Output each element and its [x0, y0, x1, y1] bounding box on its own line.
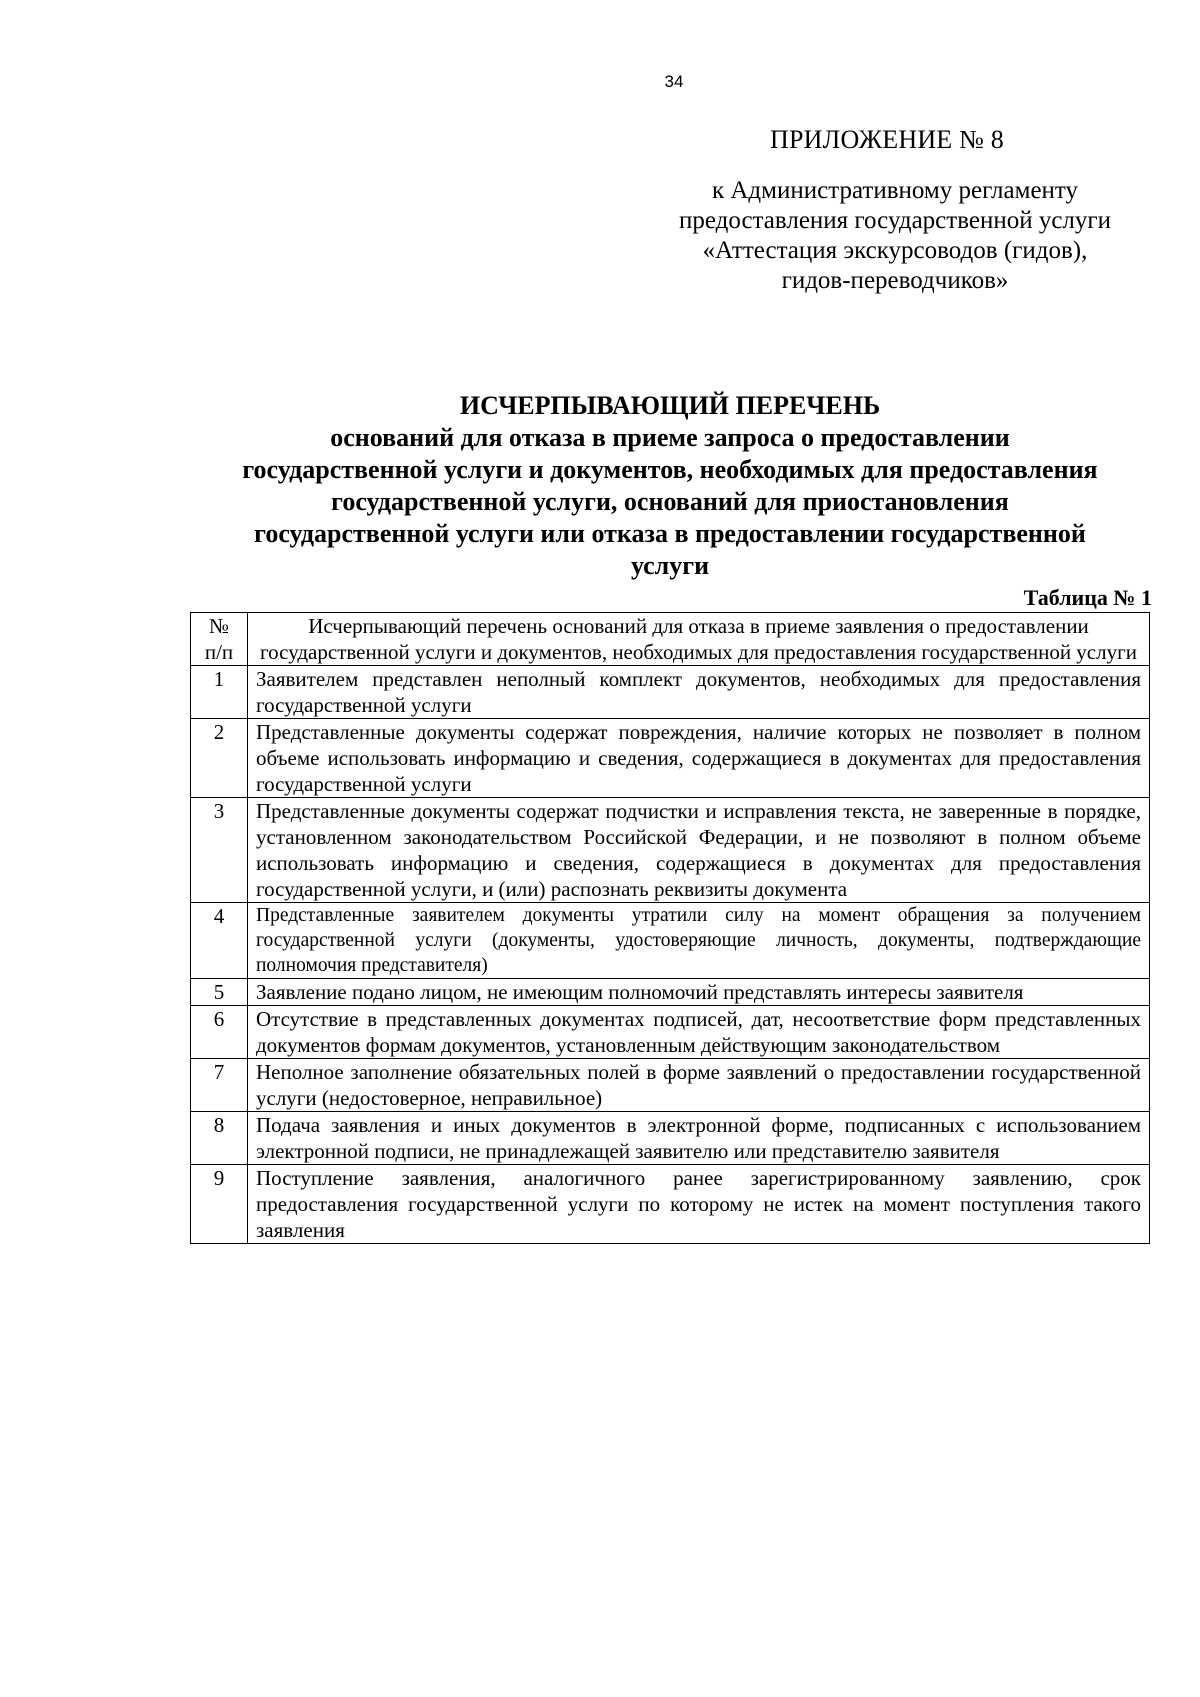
table-header-row [191, 613, 1150, 666]
heading-line: государственной услуги, оснований для приостановления [331, 487, 1009, 516]
header-text-cell: Исчерпывающий перечень оснований для отказа в приеме заявления о предоставлении государственной услуги и документов, необходимых для предоставления государственной услуги [248, 613, 1150, 666]
appendix-subtitle-line: «Аттестация экскурсоводов (гидов), [702, 237, 1088, 264]
row-number: 8 [191, 1112, 248, 1165]
appendix-subtitle [645, 176, 1145, 296]
refusal-grounds-table [190, 612, 1150, 1244]
table-row [191, 798, 1150, 903]
row-number: 1 [191, 666, 248, 719]
table-row [191, 1006, 1150, 1059]
heading-line: оснований для отказа в приеме запроса о предоставлении [330, 423, 1010, 452]
table-row [191, 979, 1150, 1006]
row-number: 2 [191, 719, 248, 798]
row-text: Представленные документы содержат повреждения, наличие которых не позволяет в полном объеме использовать информацию и сведения, содержащиеся в документах для предоставления государственной услуги [248, 719, 1150, 798]
page-number: 34 [664, 72, 684, 91]
appendix-title: ПРИЛОЖЕНИЕ № 8 [770, 125, 1004, 154]
appendix-subtitle-line: гидов-переводчиков» [781, 267, 1009, 294]
row-number: 6 [191, 1006, 248, 1059]
table-row [191, 719, 1150, 798]
row-text: Неполное заполнение обязательных полей в форме заявлений о предоставлении государственной услуги (недостоверное, неправильное) [248, 1059, 1150, 1112]
header-number-cell [191, 613, 248, 666]
heading-line: государственной услуги или отказа в предоставлении государственной [254, 519, 1086, 548]
row-text: Заявителем представлен неполный комплект документов, необходимых для предоставления государственной услуги [248, 666, 1150, 719]
row-text: Представленные документы содержат подчистки и исправления текста, не заверенные в порядке, установленном законодательством Российской Федерации, и не позволяют в полном объеме использовать информацию и сведения, содержащиеся в документах для предоставления государственной услуги, и (или) распознать реквизиты документа [248, 798, 1150, 903]
row-number: 9 [191, 1165, 248, 1244]
row-text: Представленные заявителем документы утратили силу на момент обращения за получением государственной услуги (документы, удостоверяющие личность, документы, подтверждающие полномочия представителя) [248, 903, 1150, 979]
heading-line: услуги [630, 551, 710, 580]
header-number-abbrev: п/п [204, 640, 234, 664]
table-label: Таблица № 1 [1023, 585, 1152, 610]
table-row [191, 1112, 1150, 1165]
table-row [191, 666, 1150, 719]
heading-line: ИСЧЕРПЫВАЮЩИЙ ПЕРЕЧЕНЬ [459, 391, 881, 420]
row-text: Поступление заявления, аналогичного ранее зарегистрированному заявлению, срок предоставления государственной услуги по которому не истек на момент поступления такого заявления [248, 1165, 1150, 1244]
appendix-subtitle-line: предоставления государственной услуги [678, 207, 1112, 234]
row-number: 4 [191, 903, 248, 979]
row-text: Подача заявления и иных документов в электронной форме, подписанных с использованием электронной подписи, не принадлежащей заявителю или представителю заявителя [248, 1112, 1150, 1165]
appendix-subtitle-line: к Административному регламенту [711, 177, 1079, 204]
heading-line: государственной услуги и документов, необходимых для предоставления [242, 455, 1098, 484]
table-row [191, 1059, 1150, 1112]
row-number: 5 [191, 979, 248, 1006]
table-row [191, 903, 1150, 979]
row-text: Заявление подано лицом, не имеющим полномочий представлять интересы заявителя [248, 979, 1150, 1006]
row-number: 3 [191, 798, 248, 903]
document-heading [190, 390, 1150, 582]
row-number: 7 [191, 1059, 248, 1112]
header-number-symbol: № [208, 614, 230, 638]
row-text: Отсутствие в представленных документах подписей, дат, несоответствие форм представленных документов формам документов, установленным действующим законодательством [248, 1006, 1150, 1059]
table-row [191, 1165, 1150, 1244]
